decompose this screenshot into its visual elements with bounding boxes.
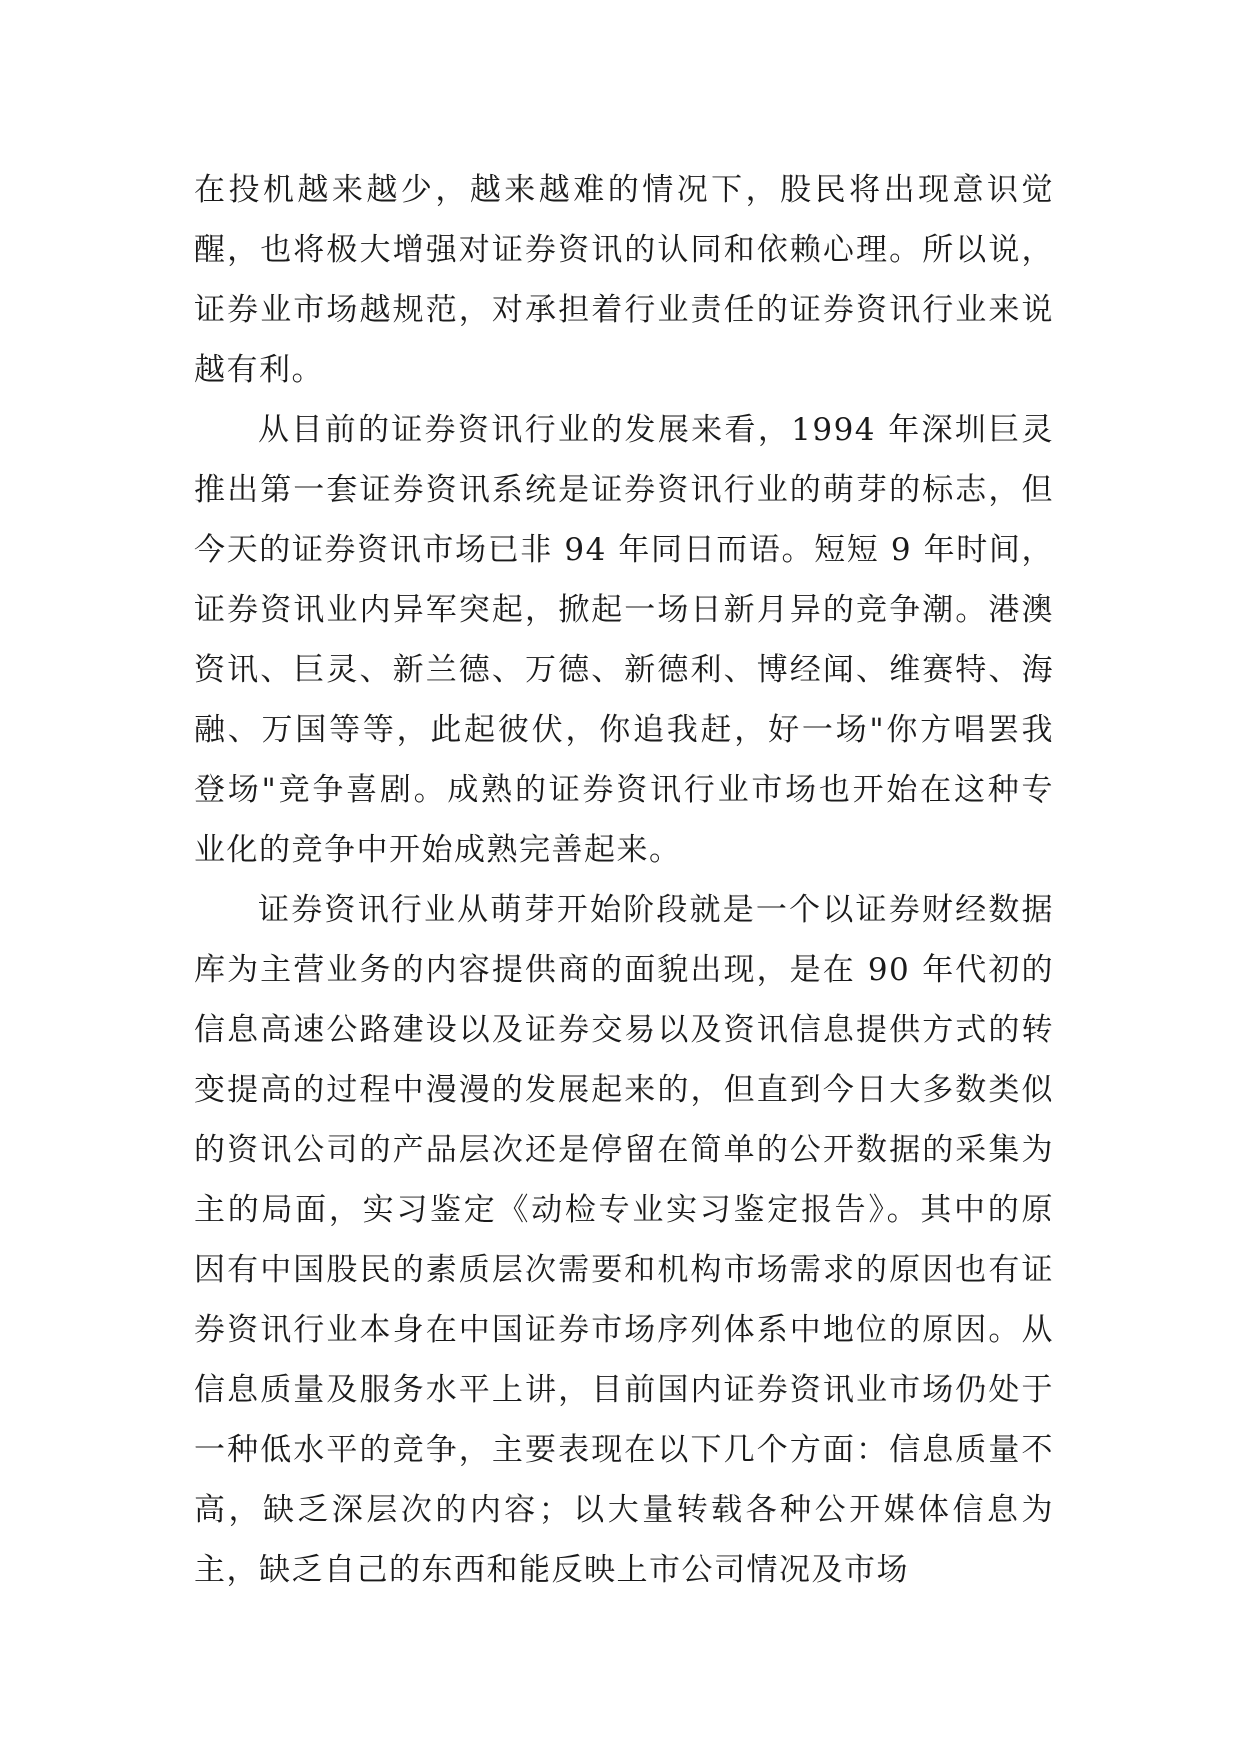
document-body (194, 160, 1054, 1600)
paragraph-1: 在投机越来越少，越来越难的情况下，股民将出现意识觉醒，也将极大增强对证券资讯的认同和依赖心理。所以说，证券业市场越规范，对承担着行业责任的证券资讯行业来说越有利。 (194, 172, 1054, 388)
paragraph-3: 证券资讯行业从萌芽开始阶段就是一个以证券财经数据库为主营业务的内容提供商的面貌出现，是在 90 年代初的信息高速公路建设以及证券交易以及资讯信息提供方式的转变提高的过程中漫漫的发展起来的，但直到今日大多数类似的资讯公司的产品层次还是停留在简单的公开数据的采集为主的局面，实习鉴定《动检专业实习鉴定报告》。其中的原因有中国股民的素质层次需要和机构市场需求的原因也有证券资讯行业本身在中国证券市场序列体系中地位的原因。从信息质量及服务水平上讲，目前国内证券资讯业市场仍处于一种低水平的竞争，主要表现在以下几个方面：信息质量不高，缺乏深层次的内容；以大量转载各种公开媒体信息为主，缺乏自己的东西和能反映上市公司情况及市场 (194, 892, 1054, 1588)
paragraph-2: 从目前的证券资讯行业的发展来看，1994 年深圳巨灵推出第一套证券资讯系统是证券资讯行业的萌芽的标志，但今天的证券资讯市场已非 94 年同日而语。短短 9 年时间，证券资讯业内异军突起，掀起一场日新月异的竞争潮。港澳资讯、巨灵、新兰德、万德、新德利、博经闻、维赛特、海融、万国等等，此起彼伏，你追我赶，好一场"你方唱罢我登场"竞争喜剧。成熟的证券资讯行业市场也开始在这种专业化的竞争中开始成熟完善起来。 (194, 412, 1054, 868)
